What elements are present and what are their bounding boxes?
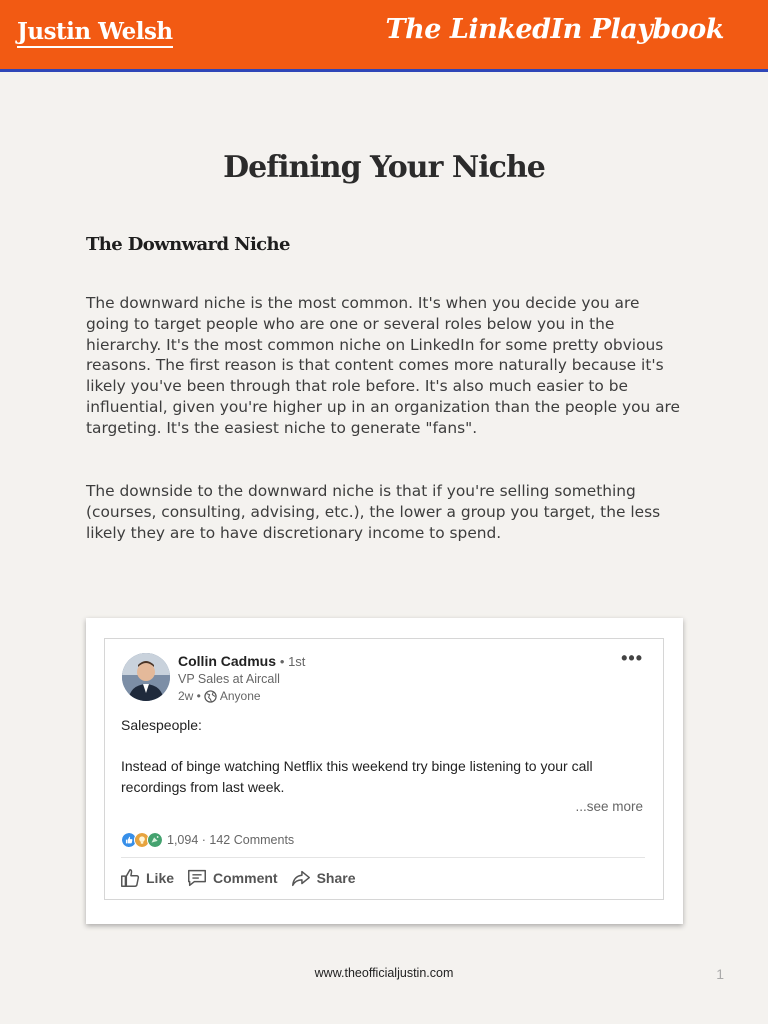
brand-name: Justin Welsh xyxy=(17,19,173,48)
post-text-line-1: Salespeople: xyxy=(121,717,202,733)
thumbs-up-icon xyxy=(119,867,141,889)
reaction-icons xyxy=(121,832,163,848)
share-label: Share xyxy=(316,870,356,886)
author-headline: VP Sales at Aircall xyxy=(178,672,280,686)
action-divider xyxy=(121,857,645,858)
comment-count[interactable]: · 142 Comments xyxy=(201,833,295,847)
paragraph-1: The downward niche is the most common. It's when you decide you are going to target people who are one or several roles below you in the hierarchy. It's the most common niche on LinkedIn for some pretty obvious reasons. The first reason is that content comes more naturally because it's likely you've been through that role before. It's also much easier to be influential, given you're higher up in an organization than the people you are targeting. It's the easiest niche to generate "fans". xyxy=(86,294,681,437)
celebrate-icon xyxy=(147,832,163,848)
page-header xyxy=(0,0,768,72)
paragraph-2: The downside to the downward niche is that if you're selling something (courses, consulting, advising, etc.), the lower a group you target, the less likely they are to have discretionary income to spend. xyxy=(86,482,661,542)
author-name[interactable]: Collin Cadmus xyxy=(178,653,277,669)
playbook-title: The LinkedIn Playbook xyxy=(385,14,724,45)
reactions-summary[interactable] xyxy=(121,832,294,848)
linkedin-post-card xyxy=(104,638,664,900)
post-actions xyxy=(119,867,356,889)
page-title: Defining Your Niche xyxy=(223,150,545,185)
reaction-count: 1,094 xyxy=(167,833,199,847)
share-icon xyxy=(290,867,312,889)
footer-url[interactable]: www.theofficialjustin.com xyxy=(314,966,454,980)
page-number: 1 xyxy=(716,966,724,982)
more-options-icon[interactable]: ••• xyxy=(621,648,643,668)
author-line xyxy=(178,653,305,669)
connection-degree: • 1st xyxy=(279,654,306,669)
comment-icon xyxy=(186,867,208,889)
see-more-link[interactable]: ...see more xyxy=(575,799,643,814)
share-button[interactable] xyxy=(290,867,356,889)
comment-label: Comment xyxy=(213,870,278,886)
like-label: Like xyxy=(146,870,175,886)
avatar-photo-icon xyxy=(122,653,170,701)
comment-button[interactable] xyxy=(186,867,278,889)
post-visibility: Anyone xyxy=(219,689,261,703)
avatar[interactable] xyxy=(122,653,170,701)
post-meta xyxy=(178,689,261,703)
post-age: 2w • xyxy=(178,689,201,703)
post-text-line-2: Instead of binge watching Netflix this weekend try binge listening to your call recordings from last week. xyxy=(121,758,593,795)
post-screenshot-frame xyxy=(86,618,683,924)
like-button[interactable] xyxy=(119,867,174,889)
globe-icon xyxy=(204,690,217,703)
section-subtitle: The Downward Niche xyxy=(86,234,290,255)
